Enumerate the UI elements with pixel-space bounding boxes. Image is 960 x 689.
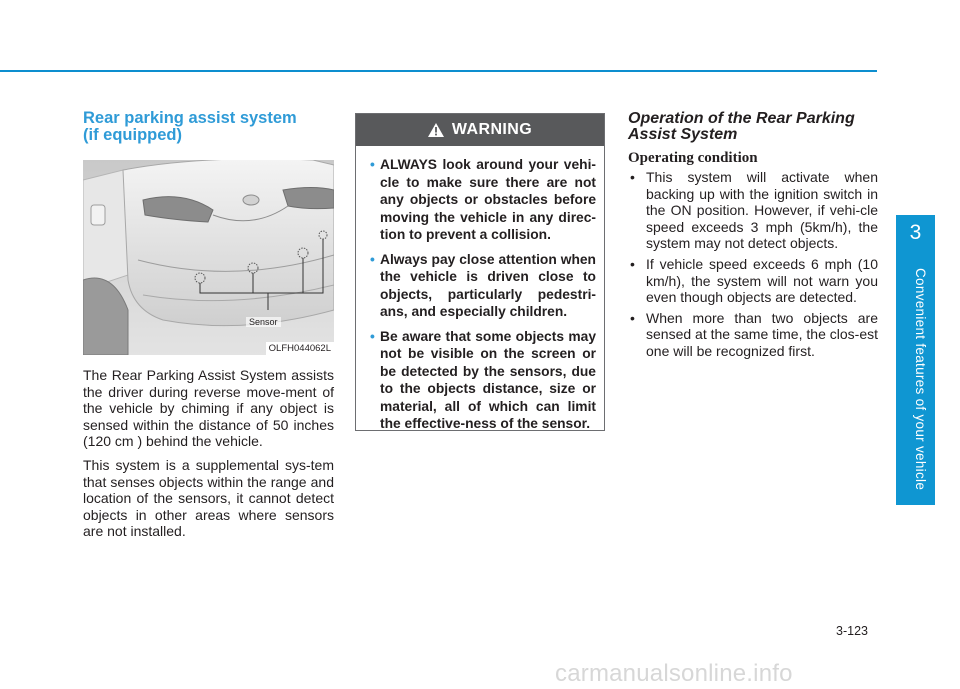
- operation-title: [628, 111, 878, 143]
- warning-label: WARNING: [451, 121, 533, 138]
- operation-column: [628, 111, 878, 364]
- condition-item-text: This system will activate when backing up with the ignition switch in the ON position. However, if vehi-cle speed exceeds 3 mph (5km/h), the system may not detect objects.: [646, 169, 878, 252]
- condition-item: [628, 310, 878, 360]
- bullet-icon: •: [370, 328, 375, 344]
- warning-triangle-icon: [428, 123, 444, 137]
- header-rule: [0, 70, 877, 72]
- section-paragraph-2: This system is a supplemental sys-tem that senses objects within the range and location of the sensors, it cannot detect objects in other areas where sensors are not installed.: [83, 456, 334, 540]
- bullet-icon: •: [630, 255, 635, 272]
- chapter-number: 3: [909, 221, 922, 244]
- condition-item: [628, 256, 878, 306]
- warning-header: [356, 114, 604, 146]
- warning-list: [356, 146, 604, 433]
- section-column: [83, 110, 334, 540]
- section-paragraph-1: The Rear Parking Assist System assists the driver during reverse move-ment of the vehicle by chiming if any object is sensed within the distance of 50 inches (120 cm ) behind the vehicle.: [83, 367, 334, 450]
- condition-list: [628, 169, 878, 360]
- section-title: [83, 110, 334, 144]
- condition-title: Operating condition: [628, 150, 758, 166]
- operation-title-line1: Operation of the Rear Parking: [628, 110, 855, 127]
- sensor-callout: Sensor: [246, 317, 281, 327]
- watermark: carmanualsonline.info: [555, 660, 793, 687]
- warning-item: [370, 328, 596, 433]
- warning-item: [370, 156, 596, 244]
- condition-item-text: When more than two objects are sensed at the same time, the clos-est one will be recognized first.: [646, 309, 878, 359]
- condition-item-text: If vehicle speed exceeds 6 mph (10 km/h), the system will not warn you even though objects are detected.: [646, 255, 878, 306]
- section-title-line2: (if equipped): [83, 126, 182, 144]
- section-title-line1: Rear parking assist system: [83, 109, 297, 127]
- warning-box: [355, 113, 605, 431]
- page-number: 3-123: [836, 624, 868, 638]
- car-rear-illustration: [83, 160, 334, 355]
- warning-item-text: Always pay close attention when the vehicle is driven close to objects, particularly pedestri-ans, and especially children.: [380, 251, 596, 319]
- warning-item-text: ALWAYS look around your vehi-cle to make sure there are not any objects or obstacles before moving the vehicle in any direc-tion to prevent a collision.: [380, 157, 596, 242]
- bullet-icon: •: [630, 309, 635, 326]
- operation-title-line2: Assist System: [628, 126, 738, 143]
- warning-item: [370, 251, 596, 321]
- figure-code: OLFH044062L: [266, 342, 334, 355]
- bullet-icon: •: [630, 169, 635, 185]
- rear-bumper-figure: [83, 160, 334, 355]
- condition-item: [628, 169, 878, 252]
- warning-item-text: Be aware that some objects may not be visible on the screen or be detected by the sensors, due to the objects distance, size or material, all of which can limit the effective-ness of the sensor.: [380, 328, 596, 431]
- bullet-icon: •: [370, 157, 375, 172]
- chapter-title: Convenient features of your vehicle: [913, 268, 928, 491]
- bullet-icon: •: [370, 251, 375, 267]
